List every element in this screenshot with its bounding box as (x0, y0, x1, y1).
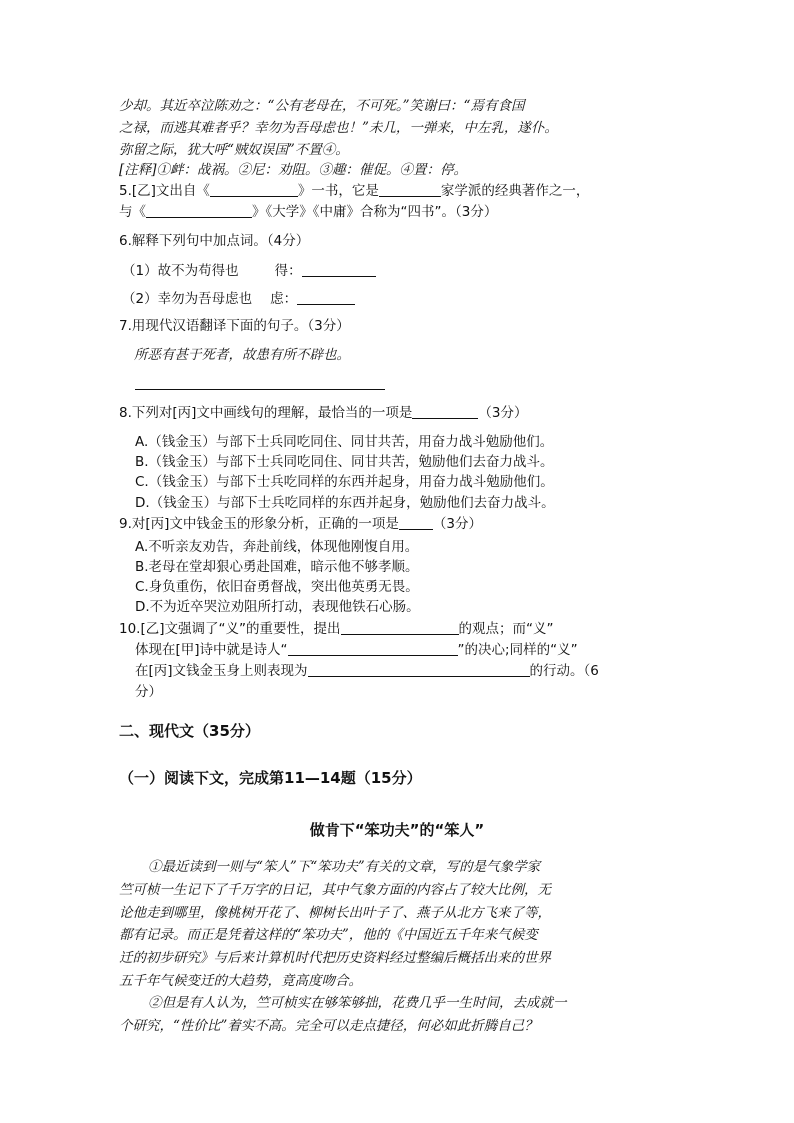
question-5-line2: 与《 》《大学》《中庸》合称为“四书”。（3分） (119, 204, 498, 220)
article-paragraph-line: ①最近读到一则与“笨人”下“笨功夫”有关的文章，写的是气象学家 (148, 859, 541, 875)
q5-blank-school[interactable] (379, 182, 441, 197)
article-paragraph-line: ②但是有人认为，竺可桢实在够笨够拙，花费几乎一生时间，去成就一 (148, 995, 567, 1011)
q10-blank-1[interactable] (341, 620, 459, 635)
article-paragraph-line: 迁的初步研究》与后来计算机时代把历史资料经过整编后概括出来的世界 (119, 950, 551, 966)
passage-line: 少却。其近卒泣陈劝之：“公有老母在，不可死。”笑谢曰：“焉有食国 (119, 98, 525, 114)
q5-blank-book[interactable] (210, 182, 298, 197)
question-6-item-1: （1）故不为苟得也 得： (122, 261, 376, 281)
q8-option-c[interactable]: C.（钱金玉）与部下士兵吃同样的东西并起身，用奋力战斗勉励他们。 (135, 474, 554, 490)
q10-blank-2[interactable] (288, 641, 458, 656)
passage-line: 弥留之际，犹大呼“贼奴误国”不置④。 (119, 142, 349, 158)
q9-option-c[interactable]: C.身负重伤，依旧奋勇督战，突出他英勇无畏。 (135, 579, 419, 595)
annotation-note: [注释]①衅：战祸。②尼：劝阻。③趣：催促。④置：停。 (119, 162, 468, 178)
question-8-stem: 8.下列对[丙]文中画线句的理解，最恰当的一项是 （3分） (119, 405, 528, 421)
article-paragraph-line: 都有记录。而正是凭着这样的“笨功夫”，他的《中国近五千年来气候变 (119, 927, 538, 943)
q6-blank-2[interactable] (297, 290, 355, 305)
article-title: 做肯下“笨功夫”的“笨人” (309, 821, 485, 839)
q5-blank-fourbooks[interactable] (146, 203, 252, 218)
q9-answer-blank[interactable] (399, 515, 433, 530)
question-10-line1: 10.[乙]文强调了“义”的重要性，提出 的观点；而“义” (119, 621, 554, 637)
article-paragraph-line: 个研究，“性价比”着实不高。完全可以走点捷径，何必如此折腾自己？ (119, 1018, 538, 1034)
q9-option-a[interactable]: A.不听亲友劝告，奔赴前线，体现他刚愎自用。 (135, 539, 419, 555)
section-heading: 二、现代文（35分） (119, 722, 260, 740)
question-7-stem: 7.用现代汉语翻译下面的句子。（3分） (119, 318, 350, 334)
q8-answer-blank[interactable] (412, 404, 478, 419)
q8-option-b[interactable]: B.（钱金玉）与部下士兵同吃同住、同甘共苦，勉励他们去奋力战斗。 (135, 454, 554, 470)
question-10-line2: 体现在[甲]诗中就是诗人“ ”的决心;同样的“义” (135, 642, 578, 658)
q9-option-b[interactable]: B.老母在堂却狠心勇赴国难，暗示他不够孝顺。 (135, 559, 419, 575)
question-10-line3: 在[丙]文钱金玉身上则表现为 的行动。（6 (135, 663, 599, 679)
article-paragraph-line: 五千年气候变迁的大趋势，竟高度吻合。 (119, 973, 362, 989)
q10-blank-3[interactable] (308, 662, 530, 677)
article-paragraph-line: 论他走到哪里，像桃树开花了、柳树长出叶子了、燕子从北方飞来了等， (119, 905, 551, 921)
question-6-item-2: （2）幸勿为吾母虑也 虑： (122, 289, 355, 309)
q8-option-d[interactable]: D.（钱金玉）与部下士兵吃同样的东西并起身，勉励他们去奋力战斗。 (135, 495, 555, 511)
q6-blank-1[interactable] (302, 262, 376, 277)
question-10-line4: 分） (135, 684, 162, 700)
q9-option-d[interactable]: D.不为近卒哭泣劝阻所打动，表现他铁石心肠。 (135, 599, 420, 615)
q7-answer-line[interactable] (135, 389, 385, 390)
q8-option-a[interactable]: A.（钱金玉）与部下士兵同吃同住、同甘共苦，用奋力战斗勉励他们。 (135, 434, 554, 450)
part-heading: （一）阅读下文，完成第11—14题（15分） (119, 769, 422, 787)
question-7-sentence: 所恶有甚于死者，故患有所不辟也。 (134, 347, 350, 363)
passage-line: 之禄，而逃其难者乎？幸勿为吾母虑也！”未几，一弹来，中左乳，遂仆。 (119, 120, 558, 136)
question-6-stem: 6.解释下列句中加点词。（4分） (119, 233, 310, 249)
question-9-stem: 9.对[丙]文中钱金玉的形象分析，正确的一项是 （3分） (119, 516, 483, 532)
question-5: 5.[乙]文出自《 》一书，它是 家学派的经典著作之一， (119, 183, 590, 199)
article-paragraph-line: 竺可桢一生记下了千万字的日记，其中气象方面的内容占了较大比例，无 (119, 882, 551, 898)
